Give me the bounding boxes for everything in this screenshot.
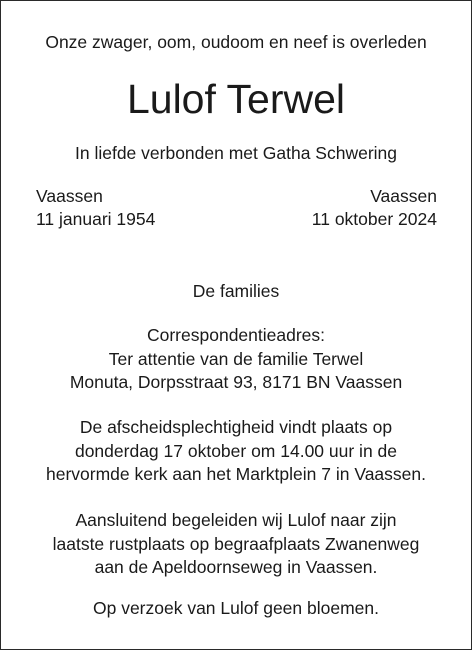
correspondence-line: Monuta, Dorpsstraat 93, 8171 BN Vaassen [69,372,403,392]
burial-line: Aansluitend begeleiden wij Lulof naar zijn [75,510,397,530]
death-date: 11 oktober 2024 [311,209,437,229]
burial-line: laatste rustplaats op begraafplaats Zwanenweg [52,533,420,554]
ceremony-details [1,416,471,487]
correspondence-line: Ter attentie van de familie Terwel [108,348,364,369]
correspondence-heading: Correspondentieadres: [146,325,326,345]
flowers-note-text: Op verzoek van Lulof geen bloemen. [92,598,379,618]
death-place: Vaassen [370,186,437,206]
signed-by [1,280,471,304]
deceased-name: Lulof Terwel [126,76,346,122]
burial-details [1,509,471,580]
partner-text: In liefde verbonden met Gatha Schwering [75,143,397,163]
flowers-note [1,597,471,621]
birth-place: Vaassen [36,186,103,206]
ceremony-line: De afscheidsplechtigheid vindt plaats op [79,417,393,437]
correspondence-address [1,324,471,395]
signed-by-text: De families [192,281,280,301]
ceremony-line: hervormde kerk aan het Marktplein 7 in Vaassen. [45,464,426,484]
ceremony-line: donderdag 17 oktober om 14.00 uur in de [74,440,398,461]
birth-date: 11 januari 1954 [36,209,156,229]
intro-text: Onze zwager, oom, oudoom en neef is overleden [45,32,427,52]
burial-line: aan de Apeldoornseweg in Vaassen. [94,557,378,577]
